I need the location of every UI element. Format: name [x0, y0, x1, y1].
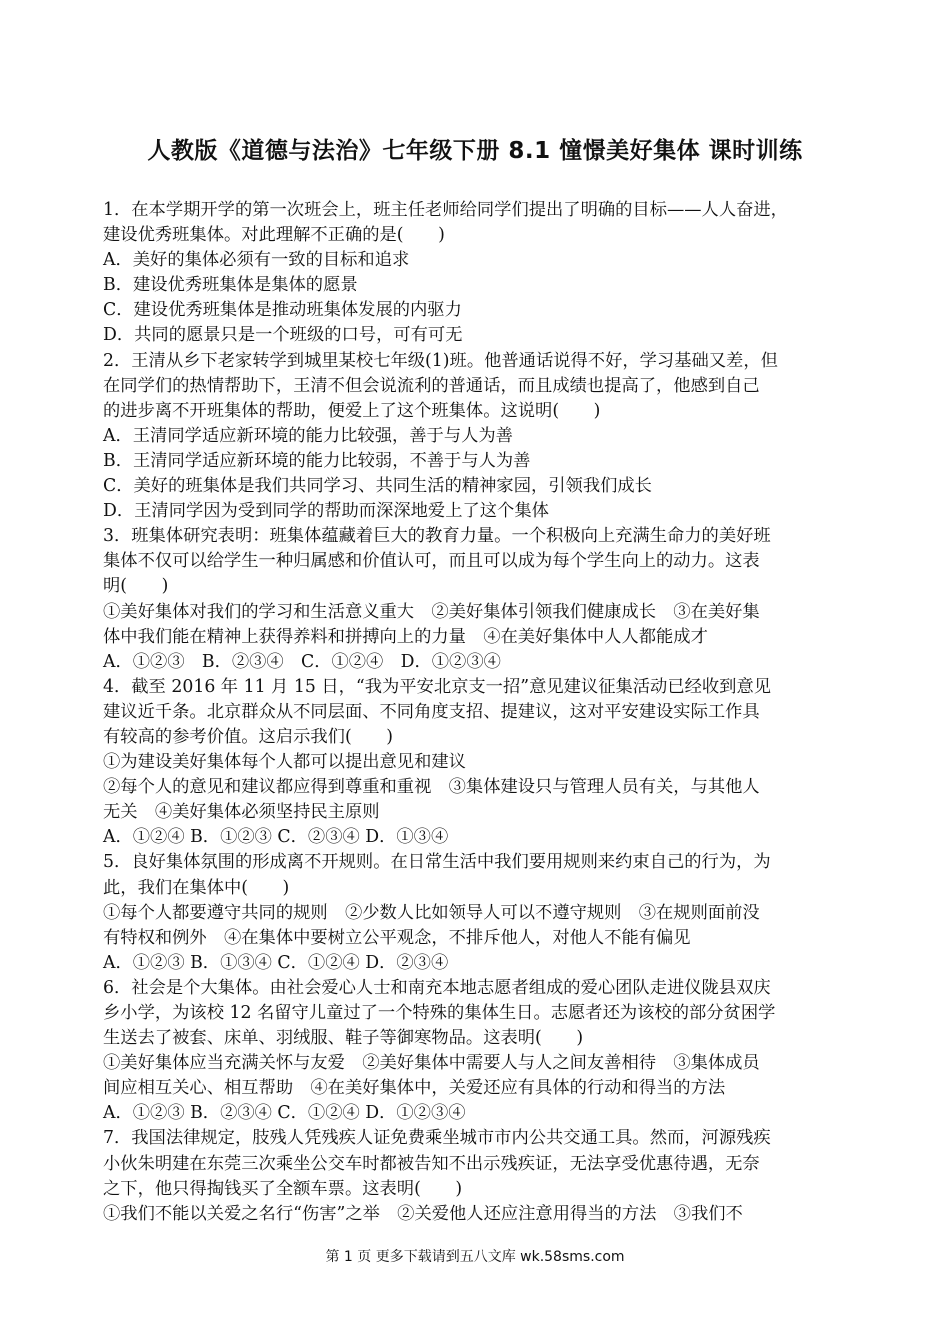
text-line: 7．我国法律规定，肢残人凭残疾人证免费乘坐城市市内公共交通工具。然而，河源残疾 — [103, 1128, 771, 1149]
text-line: C．建设优秀班集体是推动班集体发展的内驱力 — [103, 300, 462, 321]
text-line: B．王清同学适应新环境的能力比较弱，不善于与人为善 — [103, 450, 531, 471]
text-line: ①每个人都要遵守共同的规则 ②少数人比如领导人可以不遵守规则 ③在规则面前没 — [103, 902, 760, 923]
text-line: A．①②④ B．①②③ C．②③④ D．①③④ — [103, 827, 449, 848]
text-line: 6．社会是个大集体。由社会爱心人士和南充本地志愿者组成的爱心团队走进仪陇县双庆 — [103, 977, 771, 998]
text-line: 1．在本学期开学的第一次班会上，班主任老师给同学们提出了明确的目标——人人奋进， — [103, 200, 788, 220]
text-line: ①我们不能以关爱之名行“伤害”之举 ②关爱他人还应注意用得当的方法 ③我们不 — [103, 1203, 743, 1224]
text-line: 的进步离不开班集体的帮助，便爱上了这个班集体。这说明( ) — [103, 400, 601, 421]
text-line: 乡小学，为该校 12 名留守儿童过了一个特殊的集体生日。志愿者还为该校的部分贫困学 — [103, 1003, 776, 1023]
text-line: 无关 ④美好集体必须坚持民主原则 — [103, 802, 380, 823]
text-line: 4．截至 2016 年 11 月 15 日，“我为平安北京支一招”意见建议征集活动已经收到意见 — [103, 676, 772, 697]
text-line: 小伙朱明建在东莞三次乘坐公交车时都被告知不出示残疾证，无法享受优惠待遇，无奈 — [103, 1153, 760, 1174]
text-line: 有特权和例外 ④在集体中要树立公平观念，不排斥他人，对他人不能有偏见 — [103, 927, 691, 948]
text-line: 间应相互关心、相互帮助 ④在美好集体中，关爱还应有具体的行动和得当的方法 — [103, 1078, 726, 1099]
text-line: C．美好的班集体是我们共同学习、共同生活的精神家园，引领我们成长 — [103, 476, 652, 497]
text-line: 集体不仅可以给学生一种归属感和价值认可，而且可以成为每个学生向上的动力。这表 — [103, 551, 760, 572]
text-line: A．①②③ B．②③④ C．①②④ D．①②③④ — [103, 651, 501, 672]
text-line: A．王清同学适应新环境的能力比较强，善于与人为善 — [103, 425, 513, 446]
text-line: 在同学们的热情帮助下，王清不但会说流利的普通话，而且成绩也提高了，他感到自己 — [103, 375, 760, 396]
text-line: 体中我们能在精神上获得养料和拼搏向上的力量 ④在美好集体中人人都能成才 — [103, 626, 708, 647]
text-line: 建议近千条。北京群众从不同层面、不同角度支招、提建议，这对平安建设实际工作具 — [103, 701, 760, 722]
text-line: 有较高的参考价值。这启示我们( ) — [103, 726, 393, 747]
text-line: D．王清同学因为受到同学的帮助而深深地爱上了这个集体 — [103, 501, 549, 522]
text-line: 2．王清从乡下老家转学到城里某校七年级(1)班。他普通话说得不好，学习基础又差，但 — [103, 350, 778, 371]
text-line: A．①②③ B．①③④ C．①②④ D．②③④ — [103, 952, 449, 973]
text-line: 3．班集体研究表明：班集体蕴藏着巨大的教育力量。一个积极向上充满生命力的美好班 — [103, 526, 771, 547]
text-line: A．①②③ B．②③④ C．①②④ D．①②③④ — [103, 1103, 466, 1124]
text-line: 之下，他只得掏钱买了全额车票。这表明( ) — [103, 1178, 463, 1199]
text-line: A．美好的集体必须有一致的目标和追求 — [103, 250, 410, 271]
document-body — [103, 198, 853, 1227]
text-line: ②每个人的意见和建议都应得到尊重和重视 ③集体建设只与管理人员有关，与其他人 — [103, 777, 760, 798]
document-title: 人教版《道德与法治》七年级下册 8.1 憧憬美好集体 课时训练 — [147, 138, 803, 164]
text-line: ①美好集体应当充满关怀与友爱 ②美好集体中需要人与人之间友善相待 ③集体成员 — [103, 1053, 760, 1074]
text-line: 生送去了被套、床单、羽绒服、鞋子等御寒物品。这表明( ) — [103, 1028, 584, 1049]
text-line: 此，我们在集体中( ) — [103, 877, 290, 898]
page-footer: 第 1 页 更多下载请到五八文库 wk.58sms.com — [325, 1249, 625, 1265]
text-line: 建设优秀班集体。对此理解不正确的是( ) — [103, 225, 445, 246]
text-line: ①为建设美好集体每个人都可以提出意见和建议 — [103, 752, 466, 773]
text-line: ①美好集体对我们的学习和生活意义重大 ②美好集体引领我们健康成长 ③在美好集 — [103, 601, 760, 622]
text-line: B．建设优秀班集体是集体的愿景 — [103, 275, 358, 296]
text-line: D．共同的愿景只是一个班级的口号，可有可无 — [103, 325, 463, 346]
text-line: 5．良好集体氛围的形成离不开规则。在日常生活中我们要用规则来约束自己的行为，为 — [103, 852, 771, 873]
text-line: 明( ) — [103, 576, 169, 597]
